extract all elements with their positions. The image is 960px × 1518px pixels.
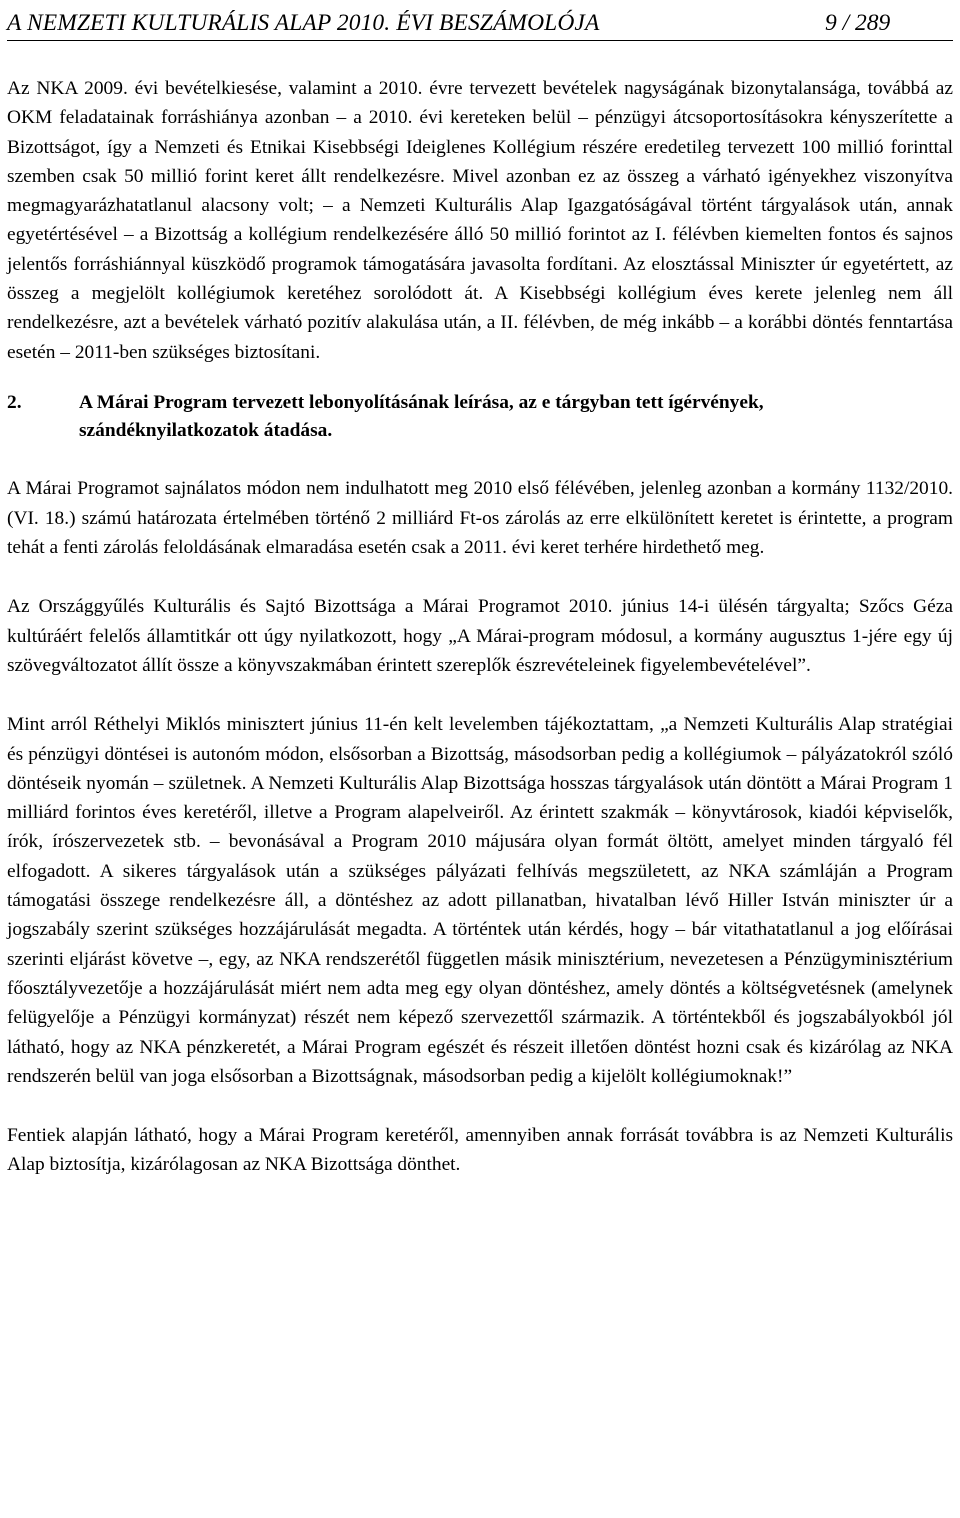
- document-body: [7, 74, 953, 1180]
- paragraph-parliament: Az Országgyűlés Kulturális és Sajtó Bizottsága a Márai Programot 2010. június 14-i ülésén tárgyalta; Szőcs Géza kultúráért felelős államtitkár ott úgy nyilatkozott, hogy „A Márai-program módosul, a kormány augusztus 1-jére egy új szövegváltozatot állít össze a könyvszakmában érintett szereplők észrevételeinek figyelembevételével”.: [7, 596, 953, 676]
- section-number: 2.: [7, 391, 22, 413]
- page-header: [7, 6, 953, 41]
- paragraph-budget: Az NKA 2009. évi bevételkiesése, valamint a 2010. évre tervezett bevételek nagyságának bizonytalansága, továbbá az OKM feladatainak forráshiánya azonban – a 2010. évi kereteken belül – pénzügyi átcsoportosításokra kényszerítette a Bizottságot, így a Nemzeti és Etnikai Kisebbségi Ideiglenes Kollégium részére eredetileg tervezett 100 millió forinttal szemben csak 50 millió forint keret állt rendelkezésre. Mivel azonban ez az összeg a várható igényekhez viszonyítva megmagyarázhatatlanul alacsony volt; – a Nemzeti Kulturális Alap Igazgatóságával történt tárgyalások után, annak egyetértésével – a Bizottság a kollégium rendelkezésére álló 50 millió forintot az I. félévben kiemelten fontos és sajnos jelentős forráshiánnyal küszködő programok támogatására javasolta fordítani. Az elosztással Miniszter úr egyetértett, az összeg a megjelölt kollégiumok keretéhez sorolódott át. A Kisebbségi kollégium éves kerete jelenleg nem áll rendelkezésre, azt a bevételek várható pozitív alakulása után, a II. félévben, de még inkább – a korábbi döntés fenntartása esetén – 2011-ben szükséges biztosítani.: [7, 78, 953, 363]
- header-title: A NEMZETI KULTURÁLIS ALAP 2010. ÉVI BESZÁMOLÓJA: [7, 10, 600, 36]
- section-heading: [7, 389, 953, 445]
- section-title: A Márai Program tervezett lebonyolításának leírása, az e tárgyban tett ígérvények, szándéknyilatkozatok átadása.: [79, 391, 764, 441]
- paragraph-letter: Mint arról Réthelyi Miklós minisztert június 11-én kelt levelemben tájékoztattam, „a Nemzeti Kulturális Alap stratégiai és pénzügyi döntései is autonóm módon, elsősorban a Bizottság, másodsorban pedig a kollégiumok – pályázatokról szóló döntéseik nyomán – születnek. A Nemzeti Kulturális Alap Bizottsága hosszas tárgyalások után döntött a Márai Program 1 milliárd forintos éves keretéről, illetve a Program alapelveiről. Az érintett szakmák – könyvtárosok, kiadói képviselők, írók, írószervezetek stb. – bevonásával a Program 2010 májusára olyan formát öltött, amelyet minden tárgyaló fél elfogadott. A sikeres tárgyalások után a szükséges pályázati felhívás megszületett, az NKA számláján a Program támogatási összege rendelkezésre áll, a döntéshez az adott pillanatban, hivatalban lévő Hiller István miniszter úr a jogszabály szerint szükséges hozzájárulását megadta. A történtek után kérdés, hogy – bár vitathatatlanul a jog előírásai szerinti eljárást követve –, egy, az NKA rendszerétől független másik minisztérium, nevezetesen a Pénzügyminisztérium főosztályvezetője a hozzájárulását miért nem adta meg egy olyan döntéshez, amely döntés a költségvetésnek (amelynek felügyelője a Pénzügyi kormányzat) részét nem képező szervezettől származik. A történtekből és jogszabályokból jól látható, hogy az NKA pénzkeretét, a Márai Program egészét és részeit illetően döntést hozni csak és kizárólag az NKA rendszerén belül van joga elsősorban a Bizottságnak, másodsorban pedig a kijelölt kollégiumoknak!”: [7, 714, 953, 1087]
- paragraph-marai-start: A Márai Programot sajnálatos módon nem indulhatott meg 2010 első félévében, jelenleg azonban a kormány 1132/2010. (VI. 18.) számú határozata értelmében történő 2 milliárd Ft-os zárolás az erre elkülönített keretet is érintette, a program tehát a fenti zárolás feloldásának elmaradása esetén csak a 2011. évi keret terhére hirdethető meg.: [7, 478, 953, 559]
- page-number: 9 / 289: [825, 10, 891, 36]
- paragraph-conclusion: Fentiek alapján látható, hogy a Márai Program keretéről, amennyiben annak forrását továbbra is az Nemzeti Kulturális Alap biztosítja, kizárólagosan az NKA Bizottsága dönthet.: [7, 1125, 953, 1176]
